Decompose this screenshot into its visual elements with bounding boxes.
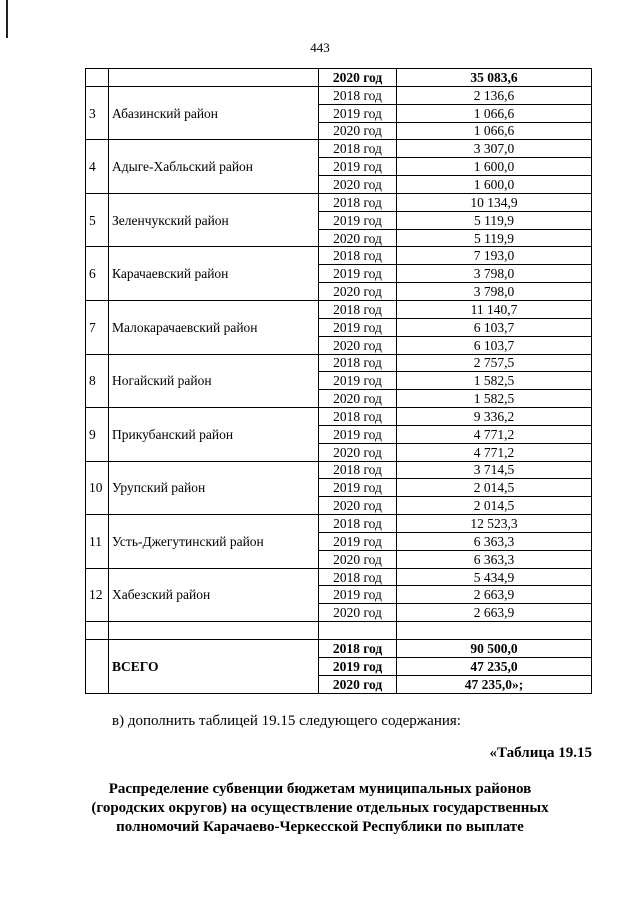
year-cell: 2019 год [319, 586, 397, 604]
district-number: 8 [86, 354, 109, 408]
value-cell: 1 582,5 [397, 372, 592, 390]
year-cell: 2018 год [319, 354, 397, 372]
table-row [86, 300, 592, 318]
value-cell: 2 757,5 [397, 354, 592, 372]
value-cell: 6 103,7 [397, 318, 592, 336]
value-cell: 6 103,7 [397, 336, 592, 354]
value-cell: 11 140,7 [397, 300, 592, 318]
year-cell: 2019 год [319, 372, 397, 390]
year-cell: 2018 год [319, 86, 397, 104]
year-cell: 2020 год [319, 604, 397, 622]
table-row [86, 247, 592, 265]
year-cell: 2020 год [319, 550, 397, 568]
value-cell: 1 582,5 [397, 390, 592, 408]
district-number: 5 [86, 193, 109, 247]
value-cell: 1 600,0 [397, 176, 592, 194]
heading-line: Распределение субвенции бюджетам муниципальных районов [108, 781, 532, 797]
district-number: 3 [86, 86, 109, 140]
district-name: Адыге-Хабльский район [109, 140, 319, 194]
district-number: 7 [86, 300, 109, 354]
district-name: Урупский район [109, 461, 319, 515]
table-row [86, 622, 592, 640]
empty-cell [397, 622, 592, 640]
value-cell: 3 307,0 [397, 140, 592, 158]
year-cell: 2020 год [319, 390, 397, 408]
year-cell: 2019 год [319, 532, 397, 550]
heading-line: полномочий Карачаево-Черкесской Республики по выплате [116, 819, 524, 835]
table-row [86, 69, 592, 87]
district-name: Ногайский район [109, 354, 319, 408]
year-cell: 2018 год [319, 300, 397, 318]
district-number: 10 [86, 461, 109, 515]
value-cell: 3 798,0 [397, 283, 592, 301]
margin-rule [6, 0, 8, 38]
amendment-text: в) дополнить таблицей 19.15 следующего содержания: [112, 713, 461, 729]
table-row [86, 515, 592, 533]
value-cell: 2 136,6 [397, 86, 592, 104]
year-cell: 2020 год [319, 336, 397, 354]
district-number: 6 [86, 247, 109, 301]
district-number: 4 [86, 140, 109, 194]
district-name: Абазинский район [109, 86, 319, 140]
value-cell: 2 014,5 [397, 479, 592, 497]
value-cell: 90 500,0 [397, 640, 592, 658]
value-cell: 12 523,3 [397, 515, 592, 533]
district-number: 9 [86, 408, 109, 462]
year-cell: 2020 год [319, 283, 397, 301]
year-cell: 2018 год [319, 247, 397, 265]
value-cell: 47 235,0 [397, 657, 592, 675]
name-cell [109, 69, 319, 87]
subvention-table [85, 68, 592, 694]
year-cell: 2020 год [319, 69, 397, 87]
district-number: 12 [86, 568, 109, 622]
district-name: Прикубанский район [109, 408, 319, 462]
table-row [86, 568, 592, 586]
year-cell: 2019 год [319, 104, 397, 122]
year-cell: 2019 год [319, 425, 397, 443]
value-cell: 5 434,9 [397, 568, 592, 586]
value-cell: 47 235,0»; [397, 675, 592, 693]
year-cell: 2018 год [319, 193, 397, 211]
year-cell: 2019 год [319, 158, 397, 176]
empty-cell [86, 622, 109, 640]
year-cell: 2020 год [319, 675, 397, 693]
district-name: Хабезский район [109, 568, 319, 622]
total-label: ВСЕГО [109, 640, 319, 694]
value-cell: 6 363,3 [397, 550, 592, 568]
value-cell: 35 083,6 [397, 69, 592, 87]
year-cell: 2020 год [319, 122, 397, 140]
year-cell: 2019 год [319, 265, 397, 283]
year-cell: 2019 год [319, 211, 397, 229]
value-cell: 4 771,2 [397, 425, 592, 443]
value-cell: 9 336,2 [397, 408, 592, 426]
table-row [86, 408, 592, 426]
year-cell: 2019 год [319, 657, 397, 675]
value-cell: 5 119,9 [397, 229, 592, 247]
value-cell: 3 798,0 [397, 265, 592, 283]
year-cell: 2018 год [319, 408, 397, 426]
district-name: Усть-Джегутинский район [109, 515, 319, 569]
heading-line: (городских округов) на осуществление отдельных государственных [91, 800, 549, 816]
value-cell: 2 014,5 [397, 497, 592, 515]
table-row [86, 86, 592, 104]
table-caption: «Таблица 19.15 [489, 745, 592, 761]
value-cell: 2 663,9 [397, 586, 592, 604]
value-cell: 2 663,9 [397, 604, 592, 622]
num-cell [86, 640, 109, 694]
value-cell: 6 363,3 [397, 532, 592, 550]
table-row [86, 193, 592, 211]
year-cell: 2020 год [319, 443, 397, 461]
value-cell: 1 066,6 [397, 104, 592, 122]
table-row [86, 461, 592, 479]
table-row [86, 140, 592, 158]
district-name: Карачаевский район [109, 247, 319, 301]
year-cell: 2018 год [319, 140, 397, 158]
year-cell: 2020 год [319, 497, 397, 515]
empty-cell [319, 622, 397, 640]
value-cell: 5 119,9 [397, 211, 592, 229]
value-cell: 1 066,6 [397, 122, 592, 140]
value-cell: 3 714,5 [397, 461, 592, 479]
table-row [86, 640, 592, 658]
num-cell [86, 69, 109, 87]
page-number: 443 [310, 40, 330, 55]
empty-cell [109, 622, 319, 640]
year-cell: 2020 год [319, 176, 397, 194]
value-cell: 10 134,9 [397, 193, 592, 211]
table-heading [60, 780, 580, 837]
district-number: 11 [86, 515, 109, 569]
value-cell: 4 771,2 [397, 443, 592, 461]
year-cell: 2018 год [319, 461, 397, 479]
year-cell: 2020 год [319, 229, 397, 247]
year-cell: 2019 год [319, 479, 397, 497]
district-name: Зеленчукский район [109, 193, 319, 247]
year-cell: 2018 год [319, 568, 397, 586]
year-cell: 2018 год [319, 515, 397, 533]
district-name: Малокарачаевский район [109, 300, 319, 354]
value-cell: 7 193,0 [397, 247, 592, 265]
value-cell: 1 600,0 [397, 158, 592, 176]
year-cell: 2019 год [319, 318, 397, 336]
table-row [86, 354, 592, 372]
year-cell: 2018 год [319, 640, 397, 658]
